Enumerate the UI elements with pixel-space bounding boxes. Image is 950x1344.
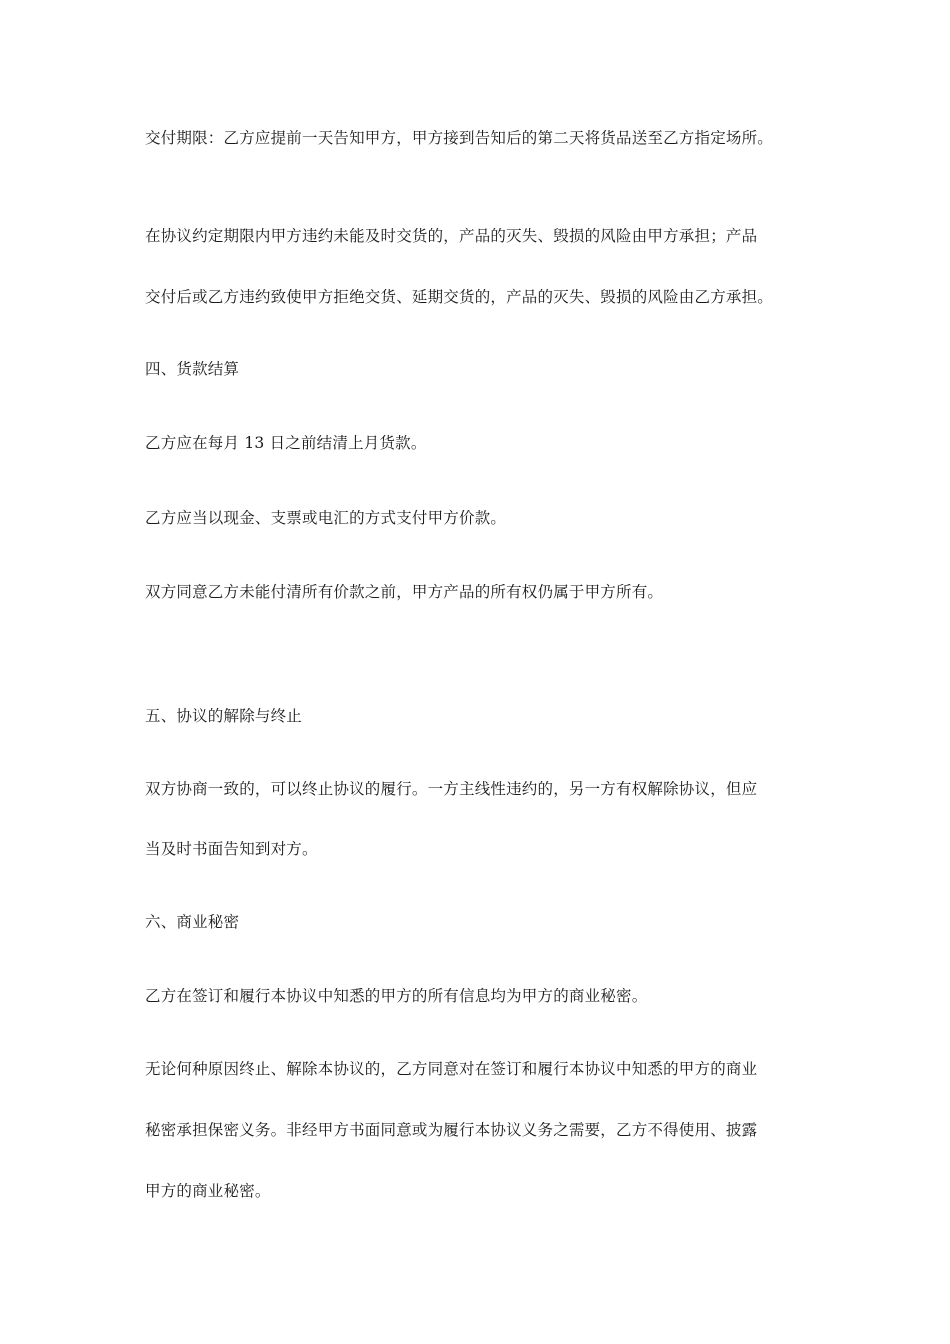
payment-method-paragraph: 乙方应当以现金、支票或电汇的方式支付甲方价款。 bbox=[145, 509, 507, 527]
section-heading-trade-secret: 六、商业秘密 bbox=[145, 913, 240, 931]
termination-paragraph-line-2: 当及时书面告知到对方。 bbox=[145, 840, 318, 858]
termination-paragraph-line-1: 双方协商一致的，可以终止协议的履行。一方主线性违约的，另一方有权解除协议，但应 bbox=[145, 780, 758, 798]
confidentiality-paragraph-line-1: 无论何种原因终止、解除本协议的，乙方同意对在签订和履行本协议中知悉的甲方的商业 bbox=[145, 1060, 758, 1078]
delivery-term-paragraph: 交付期限：乙方应提前一天告知甲方，甲方接到告知后的第二天将货品送至乙方指定场所。 bbox=[145, 129, 774, 147]
risk-paragraph-line-1: 在协议约定期限内甲方违约未能及时交货的，产品的灭失、毁损的风险由甲方承担；产品 bbox=[145, 227, 758, 245]
ownership-paragraph: 双方同意乙方未能付清所有价款之前，甲方产品的所有权仍属于甲方所有。 bbox=[145, 583, 664, 601]
risk-paragraph-line-2: 交付后或乙方违约致使甲方拒绝交货、延期交货的，产品的灭失、毁损的风险由乙方承担。 bbox=[145, 288, 774, 306]
payment-deadline-paragraph: 乙方应在每月 13 日之前结清上月货款。 bbox=[145, 434, 427, 452]
section-heading-payment: 四、货款结算 bbox=[145, 360, 240, 378]
confidentiality-paragraph-line-2: 秘密承担保密义务。非经甲方书面同意或为履行本协议义务之需要，乙方不得使用、披露 bbox=[145, 1121, 758, 1139]
trade-secret-definition-paragraph: 乙方在签订和履行本协议中知悉的甲方的所有信息均为甲方的商业秘密。 bbox=[145, 987, 648, 1005]
section-heading-termination: 五、协议的解除与终止 bbox=[145, 707, 303, 725]
confidentiality-paragraph-line-3: 甲方的商业秘密。 bbox=[145, 1182, 271, 1200]
